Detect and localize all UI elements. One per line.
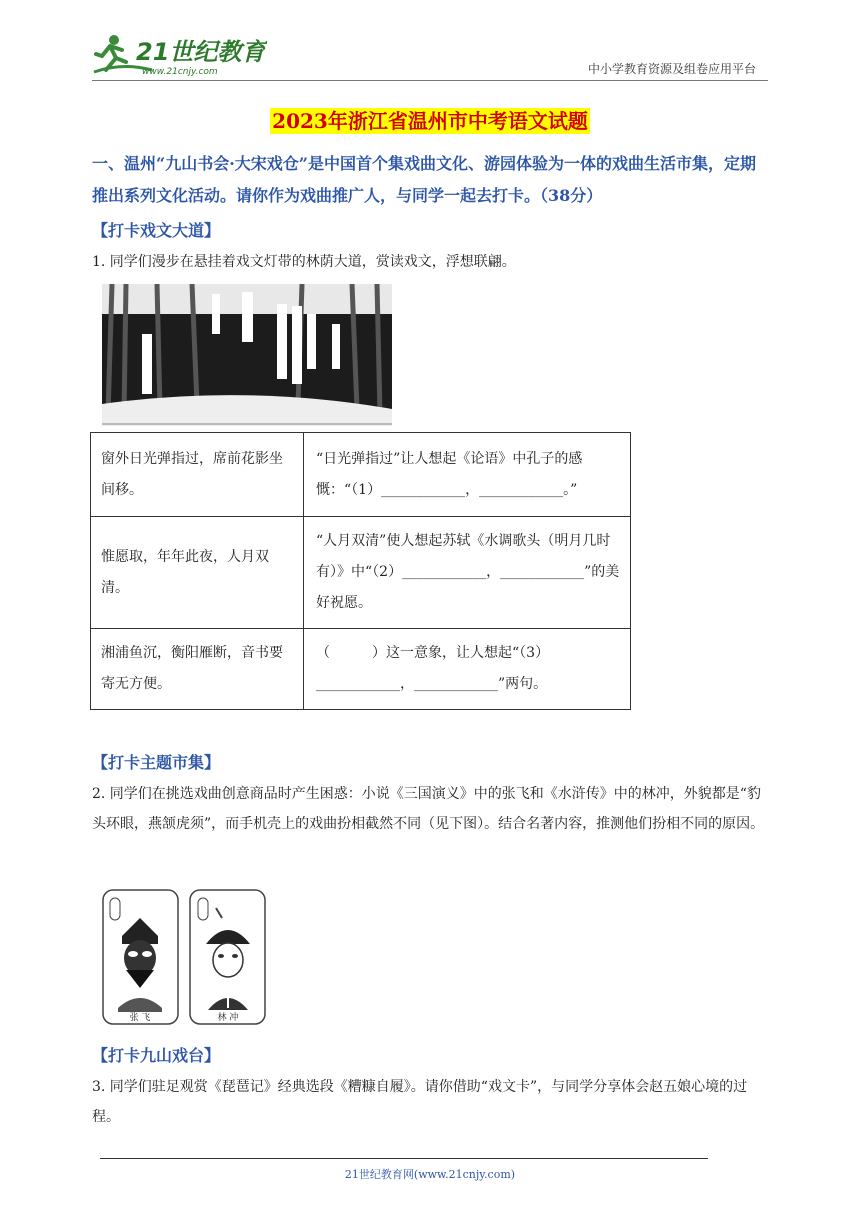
footer-divider	[100, 1158, 708, 1159]
quote-table	[90, 432, 631, 710]
section-intro: 一、温州“九山书会·大宋戏仓”是中国首个集戏曲文化、游园体验为一体的戏曲生活市集，定期推出系列文化活动。请你作为戏曲推广人，与同学一起去打卡。（38分）	[92, 154, 756, 205]
logo-text: 21世纪教育	[136, 38, 266, 66]
question-3: 3. 同学们驻足观赏《琵琶记》经典选段《糟糠自履》。请你借助“戏文卡”，与同学分享体会赵五娘心境的过程。	[92, 1079, 748, 1125]
part2-heading: 【打卡主题市集】	[92, 753, 221, 772]
table-cell: “人月双清”使人想起苏轼《水调歌头（明月几时有）》中“（2）____________，____________”的美好祝愿。	[304, 517, 631, 629]
street-lanterns-photo	[102, 284, 392, 426]
phone-cases-image	[100, 888, 270, 1028]
question-1: 1. 同学们漫步在悬挂着戏文灯带的林荫大道，赏读戏文，浮想联翩。	[92, 254, 516, 270]
phone-label-zhangfei: 张 飞	[129, 1013, 151, 1023]
header-platform-text: 中小学教育资源及组卷应用平台	[587, 62, 756, 76]
phone-label-linchong: 林 冲	[217, 1013, 239, 1023]
table-cell: “日光弹指过”让人想起《论语》中孔子的感慨：“（1）____________，____________。”	[304, 433, 631, 517]
page-title: 2023年浙江省温州市中考语文试题	[272, 109, 588, 133]
header-divider	[92, 80, 768, 81]
table-row	[91, 629, 631, 710]
table-cell: （ ）这一意象，让人想起“（3）____________，____________”两句。	[304, 629, 631, 710]
part1-heading: 【打卡戏文大道】	[92, 221, 221, 240]
table-row	[91, 517, 631, 629]
table-cell: 惟愿取，年年此夜，人月双清。	[91, 517, 304, 629]
question-2: 2. 同学们在挑选戏曲创意商品时产生困惑：小说《三国演义》中的张飞和《水浒传》中的林冲，外貌都是“豹头环眼，燕颔虎须”，而手机壳上的戏曲扮相截然不同（见下图）。结合名著内容，推测他们扮相不同的原因。	[92, 786, 765, 832]
table-row	[91, 433, 631, 517]
footer-text: 21世纪教育网(www.21cnjy.com)	[344, 1168, 516, 1181]
table-cell: 窗外日光弹指过，席前花影坐间移。	[91, 433, 304, 517]
logo-url: www.21cnjy.com	[142, 67, 218, 77]
page-title-wrap	[0, 105, 860, 134]
phone-case-zhangfei	[103, 890, 178, 1024]
part3-heading: 【打卡九山戏台】	[92, 1046, 221, 1065]
phone-case-linchong	[190, 890, 265, 1024]
table-cell: 湘浦鱼沉，衡阳雁断，音书要寄无方便。	[91, 629, 304, 710]
site-logo	[92, 32, 267, 78]
